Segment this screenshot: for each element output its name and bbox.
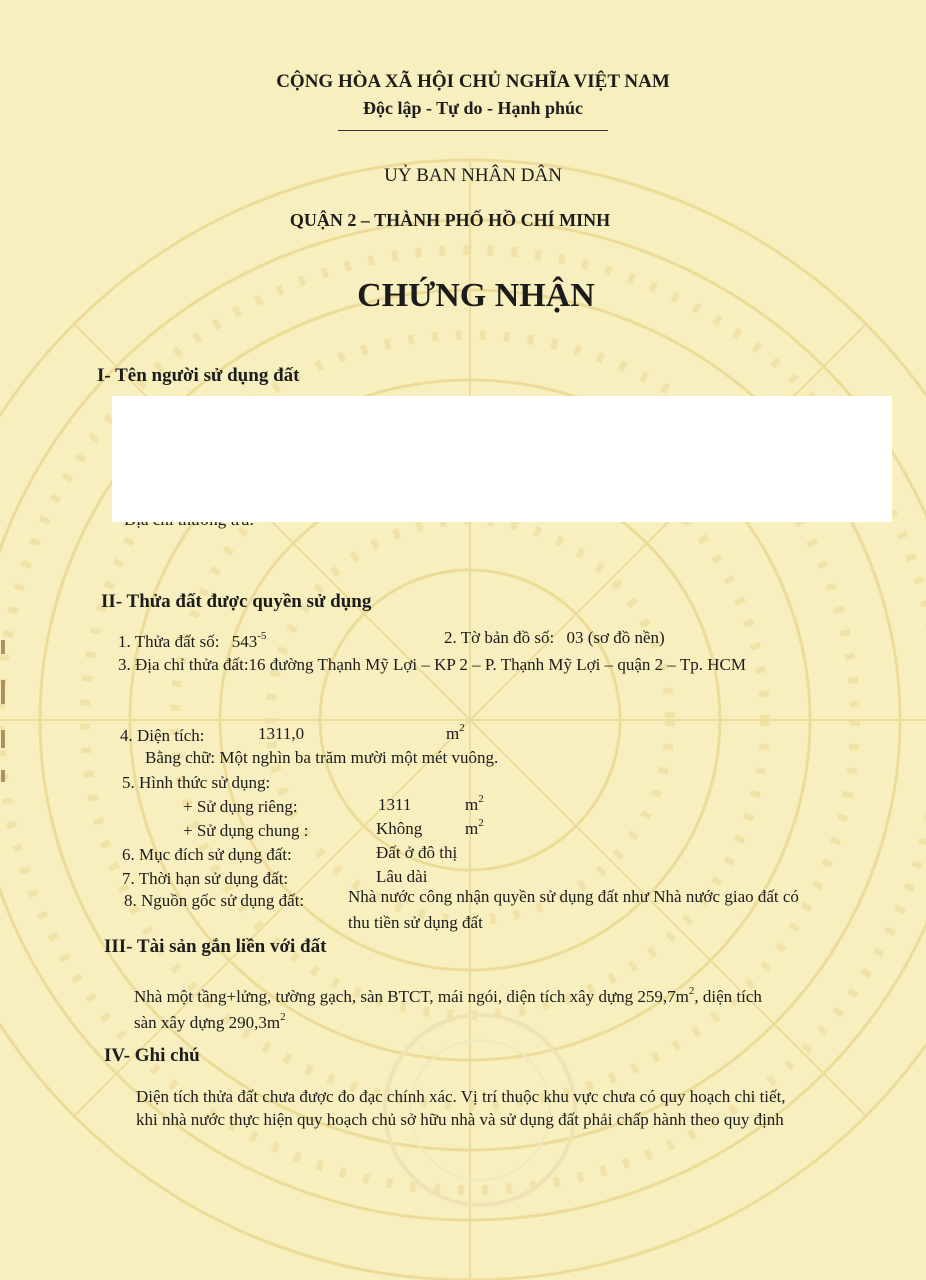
private-use-label: + Sử dụng riêng:	[183, 797, 298, 816]
note-line-1: Diện tích thửa đất chưa được đo đạc chính xác. Vị trí thuộc khu vực chưa có quy hoạch chi tiết,	[136, 1087, 786, 1106]
map-sheet-value: 03 (sơ đồ nền)	[566, 628, 665, 647]
origin-value-line-2: thu tiền sử dụng đất	[348, 913, 483, 932]
map-sheet-label: 2. Tờ bản đồ số:	[444, 628, 555, 647]
section-3-heading: III- Tài sản gắn liền với đất	[104, 936, 327, 957]
document-title: CHỨNG NHẬN	[357, 277, 595, 314]
term-label: 7. Thời hạn sử dụng đất:	[122, 869, 289, 888]
country-name: CỘNG HÒA XÃ HỘI CHỦ NGHĨA VIỆT NAM	[276, 71, 670, 92]
term-value: Lâu dài	[376, 867, 428, 886]
usage-form-label: 5. Hình thức sử dụng:	[122, 773, 271, 792]
parcel-number-suffix: -5	[257, 630, 267, 643]
private-use-unit: $m^2$	[465, 793, 484, 814]
redaction-box	[112, 396, 892, 522]
origin-value-line-1: Nhà nước công nhận quyền sử dụng đất như Nhà nước giao đất có	[348, 887, 799, 906]
parcel-number-row	[118, 632, 266, 652]
shared-use-value: Không	[376, 819, 423, 838]
area-unit: $m^2$	[446, 722, 465, 743]
scan-edge-marks	[0, 620, 10, 800]
note-line-2: khi nhà nước thực hiện quy hoạch chủ sở hữu nhà và sử dụng đất phải chấp hành theo quy định	[136, 1110, 784, 1129]
property-description-line-1: Nhà một tầng+lửng, tường gạch, sàn BTCT, mái ngói, diện tích xây dựng $259,7m^2$, diện tích	[134, 985, 762, 1006]
parcel-number-value: 543	[231, 632, 258, 651]
parcel-address-row	[118, 655, 746, 675]
issuing-district: QUẬN 2 – THÀNH PHỐ HỒ CHÍ MINH	[289, 210, 611, 230]
parcel-address-value: 16 đường Thạnh Mỹ Lợi – KP 2 – P. Thạnh Mỹ Lợi – quận 2 – Tp. HCM	[248, 655, 746, 674]
property-description-line-2: sàn xây dựng $290,3m^2$	[134, 1011, 286, 1032]
parcel-address-label: 3. Địa chỉ thửa đất:	[118, 655, 249, 674]
private-use-value: 1311	[378, 795, 412, 814]
national-motto: Độc lập - Tự do - Hạnh phúc	[362, 98, 584, 118]
section-2-heading: II- Thửa đất được quyền sử dụng	[101, 591, 372, 612]
parcel-number-label: 1. Thửa đất số:	[118, 632, 220, 651]
origin-label: 8. Nguồn gốc sử dụng đất:	[124, 891, 305, 910]
shared-use-unit: $m^2$	[465, 817, 484, 838]
area-label: 4. Diện tích:	[120, 726, 205, 745]
purpose-value: Đất ở đô thị	[376, 843, 458, 862]
issuing-authority: UỶ BAN NHÂN DÂN	[384, 165, 562, 186]
shared-use-label: + Sử dụng chung :	[183, 821, 309, 840]
purpose-label: 6. Mục đích sử dụng đất:	[122, 845, 292, 864]
map-sheet-row	[444, 628, 665, 648]
section-1-heading: I- Tên người sử dụng đất	[97, 365, 300, 386]
area-in-words: Bằng chữ: Một nghìn ba trăm mười một mét vuông.	[145, 748, 499, 767]
area-value: 1311,0	[258, 724, 305, 743]
header-divider	[338, 130, 608, 131]
section-4-heading: IV- Ghi chú	[104, 1045, 200, 1066]
